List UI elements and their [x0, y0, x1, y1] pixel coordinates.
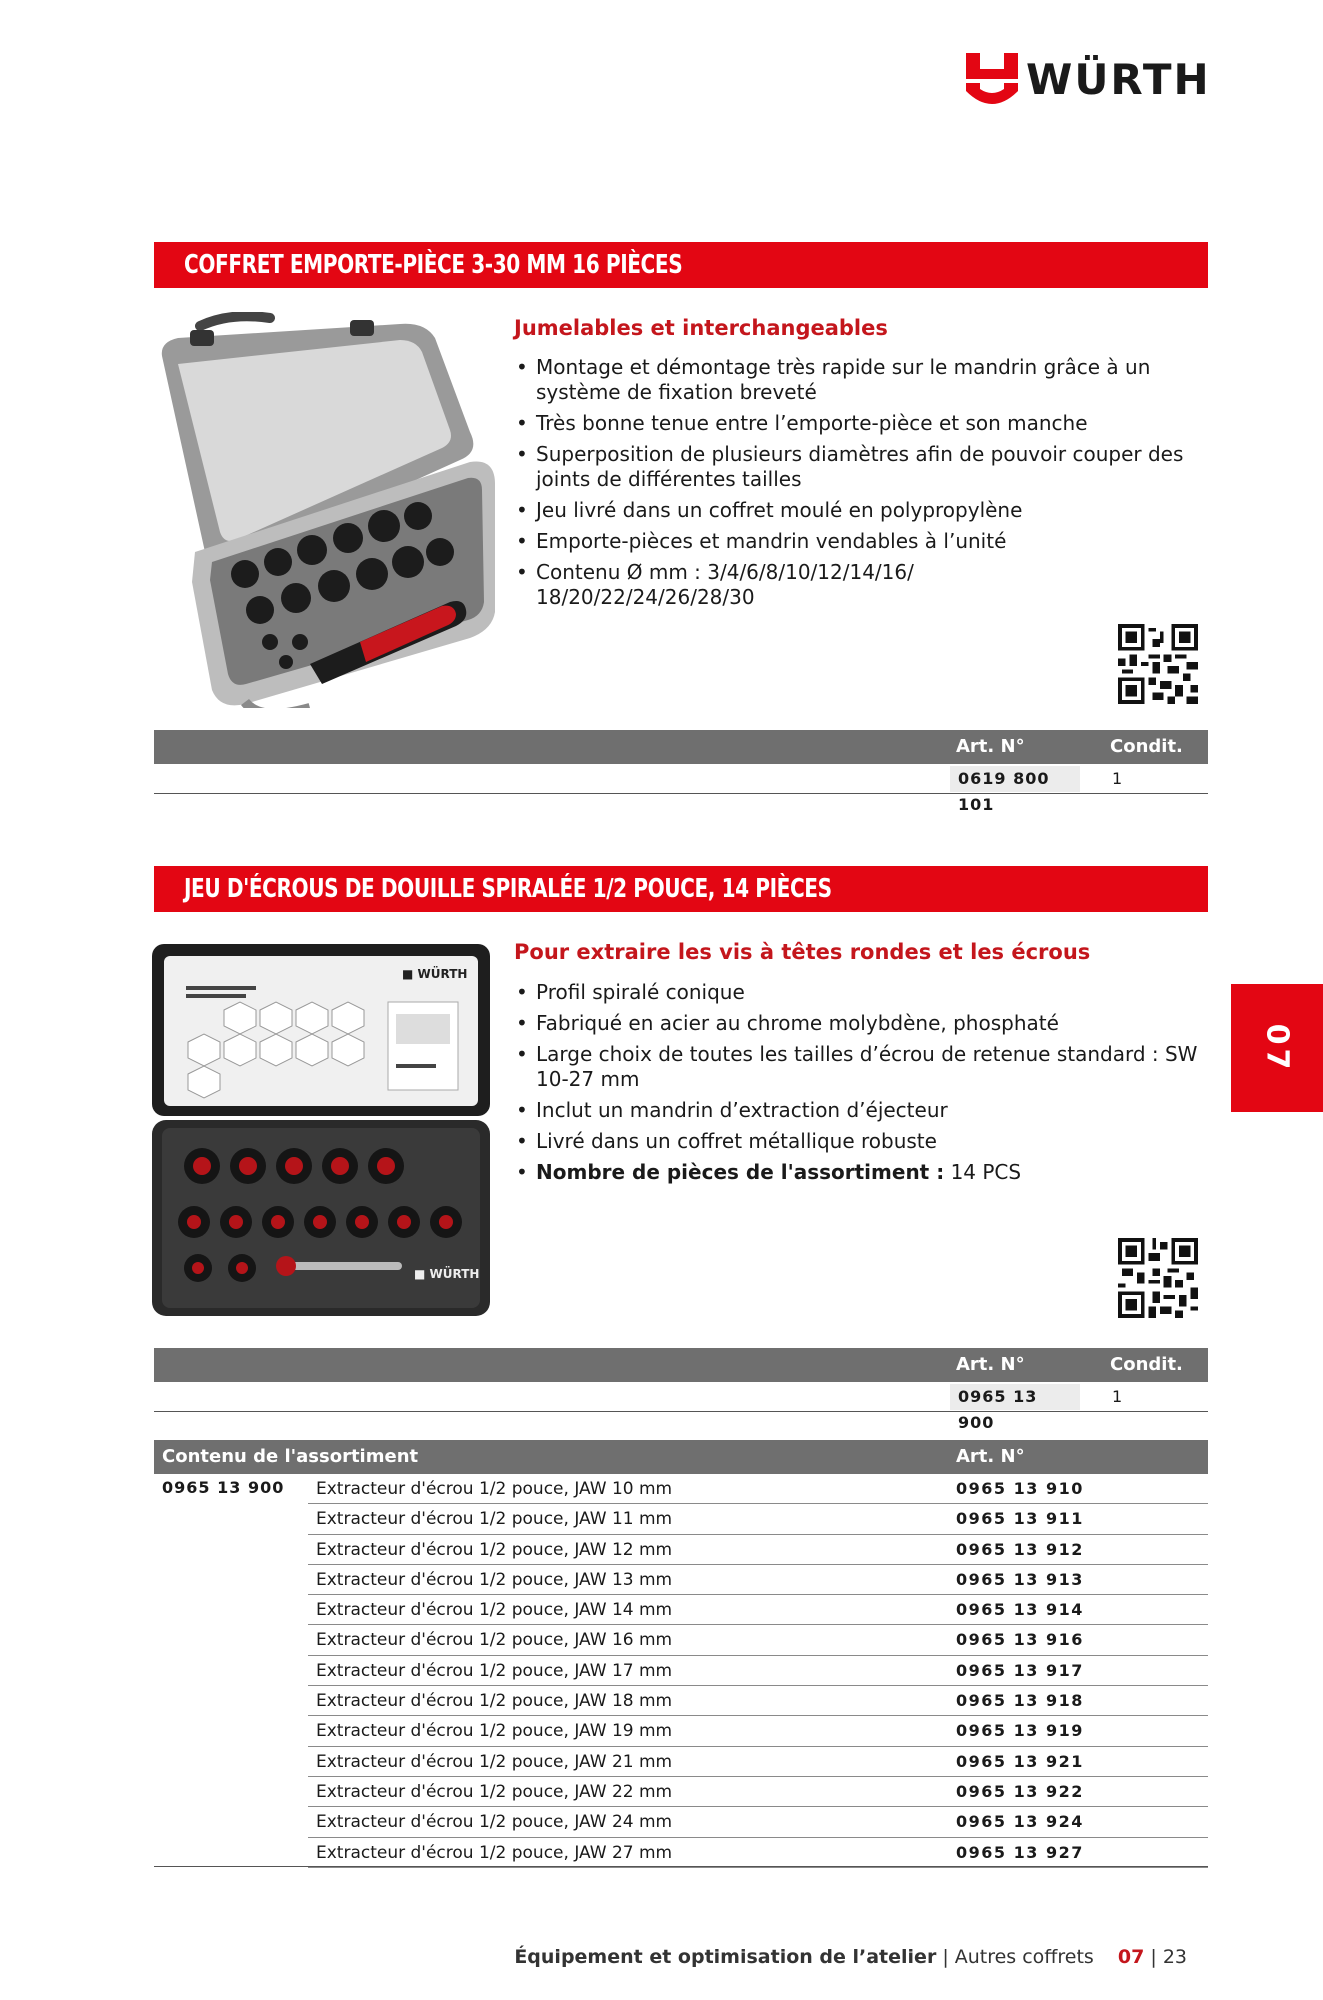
product-2-feature: • Large choix de toutes les tailles d’écrou de retenue standard : SW 10-27 mm	[514, 1042, 1204, 1092]
page-footer: Équipement et optimisation de l’atelier | Autres coffrets 07 | 23	[514, 1946, 1187, 1968]
product-1-title-banner	[154, 242, 1208, 288]
assortment-item-description: Extracteur d'écrou 1/2 pouce, JAW 11 mm	[316, 1509, 673, 1530]
product-2-feature: • Fabriqué en acier au chrome molybdène, phosphaté	[514, 1011, 1204, 1036]
assortment-item-description: Extracteur d'écrou 1/2 pouce, JAW 17 mm	[316, 1660, 673, 1681]
product-2-title: JEU D'ÉCROUS DE DOUILLE SPIRALÉE 1/2 POUCE, 14 PIÈCES	[184, 874, 832, 904]
product-1-qr-code[interactable]	[1118, 624, 1198, 704]
assortment-item-description: Extracteur d'écrou 1/2 pouce, JAW 24 mm	[316, 1812, 673, 1833]
assortment-item-description: Extracteur d'écrou 1/2 pouce, JAW 13 mm	[316, 1569, 673, 1590]
assortment-item-description: Extracteur d'écrou 1/2 pouce, JAW 10 mm	[316, 1479, 673, 1499]
product-1-feature: • Emporte-pièces et mandrin vendables à l’unité	[514, 529, 1204, 554]
assortment-content-header: Contenu de l'assortiment	[162, 1446, 419, 1467]
assortment-row	[308, 1777, 1208, 1807]
assortment-item-art-number: 0965 13 916	[956, 1630, 1084, 1650]
footer-subsection: Autres coffrets	[954, 1946, 1094, 1968]
assortment-item-art-number: 0965 13 919	[956, 1721, 1084, 1741]
footer-page-number: 23	[1162, 1946, 1187, 1968]
product-2-qr-code[interactable]	[1118, 1238, 1198, 1318]
assortment-item-art-number: 0965 13 917	[956, 1660, 1084, 1680]
assortment-header	[154, 1440, 1208, 1474]
product-1-feature: • Montage et démontage très rapide sur le mandrin grâce à un système de fixation breveté	[514, 355, 1204, 405]
assortment-bottom-rule	[154, 1866, 1208, 1867]
product-2-features	[514, 980, 1204, 1191]
assortment-item-description: Extracteur d'écrou 1/2 pouce, JAW 16 mm	[316, 1630, 673, 1651]
product-1-feature: • Superposition de plusieurs diamètres afin de pouvoir couper des joints de différentes tailles	[514, 442, 1204, 492]
count-value: 14 PCS	[950, 1160, 1022, 1184]
product-1-art-row	[154, 764, 1208, 814]
assortment-reference: 0965 13 900	[162, 1478, 285, 1497]
product-1-subtitle: Jumelables et interchangeables	[514, 316, 888, 340]
chapter-tab[interactable]	[1231, 984, 1323, 1112]
product-1-title: COFFRET EMPORTE-PIÈCE 3-30 MM 16 PIÈCES	[184, 250, 683, 280]
assortment-item-art-number: 0965 13 924	[956, 1812, 1084, 1832]
brand-name: WÜRTH	[1026, 55, 1211, 104]
product-2-feature: • Livré dans un coffret métallique robuste	[514, 1129, 1204, 1154]
product-2-art-number: 0965 13 900	[950, 1384, 1080, 1410]
assortment-item-description: Extracteur d'écrou 1/2 pouce, JAW 21 mm	[316, 1751, 673, 1772]
assortment-item-description: Extracteur d'écrou 1/2 pouce, JAW 18 mm	[316, 1691, 673, 1712]
wurth-logo-icon	[966, 53, 1018, 107]
lid-logo: ■ WÜRTH	[402, 967, 468, 981]
chapter-tab-label: 07	[1259, 1023, 1295, 1073]
assortment-item-description: Extracteur d'écrou 1/2 pouce, JAW 14 mm	[316, 1600, 673, 1621]
assortment-row	[308, 1656, 1208, 1686]
wurth-logo	[966, 52, 1211, 108]
assortment-item-art-number: 0965 13 914	[956, 1600, 1084, 1620]
assortment-item-description: Extracteur d'écrou 1/2 pouce, JAW 19 mm	[316, 1721, 673, 1742]
product-2-feature: • Inclut un mandrin d’extraction d’éjecteur	[514, 1098, 1204, 1123]
product-2-art-row	[154, 1382, 1208, 1432]
product-1-feature: • Jeu livré dans un coffret moulé en polypropylène	[514, 498, 1204, 523]
art-number-header: Art. N°	[956, 736, 1025, 757]
assortment-item-art-number: 0965 13 922	[956, 1781, 1084, 1801]
product-1-feature: • Très bonne tenue entre l’emporte-pièce et son manche	[514, 411, 1204, 436]
assortment-item-art-number: 0965 13 918	[956, 1691, 1084, 1711]
product-2-title-banner	[154, 866, 1208, 912]
assortment-row	[308, 1535, 1208, 1565]
product-2-feature: • Profil spiralé conique	[514, 980, 1204, 1005]
product-2-art-header	[154, 1348, 1208, 1382]
assortment-row	[308, 1625, 1208, 1655]
product-2-condition: 1	[1112, 1387, 1123, 1406]
assortment-row	[308, 1716, 1208, 1746]
product-1-art-number: 0619 800 101	[950, 766, 1080, 792]
product-1-feature: • Contenu Ø mm : 3/4/6/8/10/12/14/16/ 18/20/22/24/26/28/30	[514, 560, 984, 610]
assortment-row	[308, 1504, 1208, 1534]
assortment-art-header: Art. N°	[956, 1446, 1025, 1467]
assortment-row	[308, 1565, 1208, 1595]
assortment-row	[308, 1686, 1208, 1716]
assortment-row	[308, 1747, 1208, 1777]
assortment-item-art-number: 0965 13 910	[956, 1479, 1084, 1498]
assortment-item-art-number: 0965 13 927	[956, 1842, 1084, 1862]
product-2-subtitle: Pour extraire les vis à têtes rondes et les écrous	[514, 940, 1091, 964]
assortment-row	[308, 1595, 1208, 1625]
footer-separator: |	[942, 1946, 949, 1968]
assortment-item-description: Extracteur d'écrou 1/2 pouce, JAW 27 mm	[316, 1842, 673, 1863]
product-2-image	[152, 944, 490, 1316]
assortment-row	[308, 1838, 1208, 1868]
product-1-features	[514, 355, 1204, 616]
assortment-row	[308, 1807, 1208, 1837]
footer-section: Équipement et optimisation de l’atelier	[514, 1946, 937, 1968]
case-logo: ■ WÜRTH	[414, 1267, 480, 1281]
assortment-item-art-number: 0965 13 911	[956, 1509, 1084, 1529]
count-label: Nombre de pièces de l'assortiment :	[536, 1160, 945, 1184]
product-1-image	[150, 312, 500, 708]
product-1-art-header	[154, 730, 1208, 764]
condition-header: Condit.	[1110, 1354, 1183, 1375]
assortment-list	[308, 1474, 1208, 1868]
condition-header: Condit.	[1110, 736, 1183, 757]
assortment-item-art-number: 0965 13 913	[956, 1569, 1084, 1589]
product-1-condition: 1	[1112, 769, 1123, 788]
footer-chapter: 07	[1117, 1946, 1145, 1968]
assortment-row	[308, 1474, 1208, 1504]
assortment-item-art-number: 0965 13 912	[956, 1539, 1084, 1559]
art-number-header: Art. N°	[956, 1354, 1025, 1375]
assortment-item-art-number: 0965 13 921	[956, 1751, 1084, 1771]
product-2-feature-count	[514, 1160, 1204, 1185]
assortment-item-description: Extracteur d'écrou 1/2 pouce, JAW 22 mm	[316, 1781, 673, 1802]
assortment-item-description: Extracteur d'écrou 1/2 pouce, JAW 12 mm	[316, 1539, 673, 1560]
